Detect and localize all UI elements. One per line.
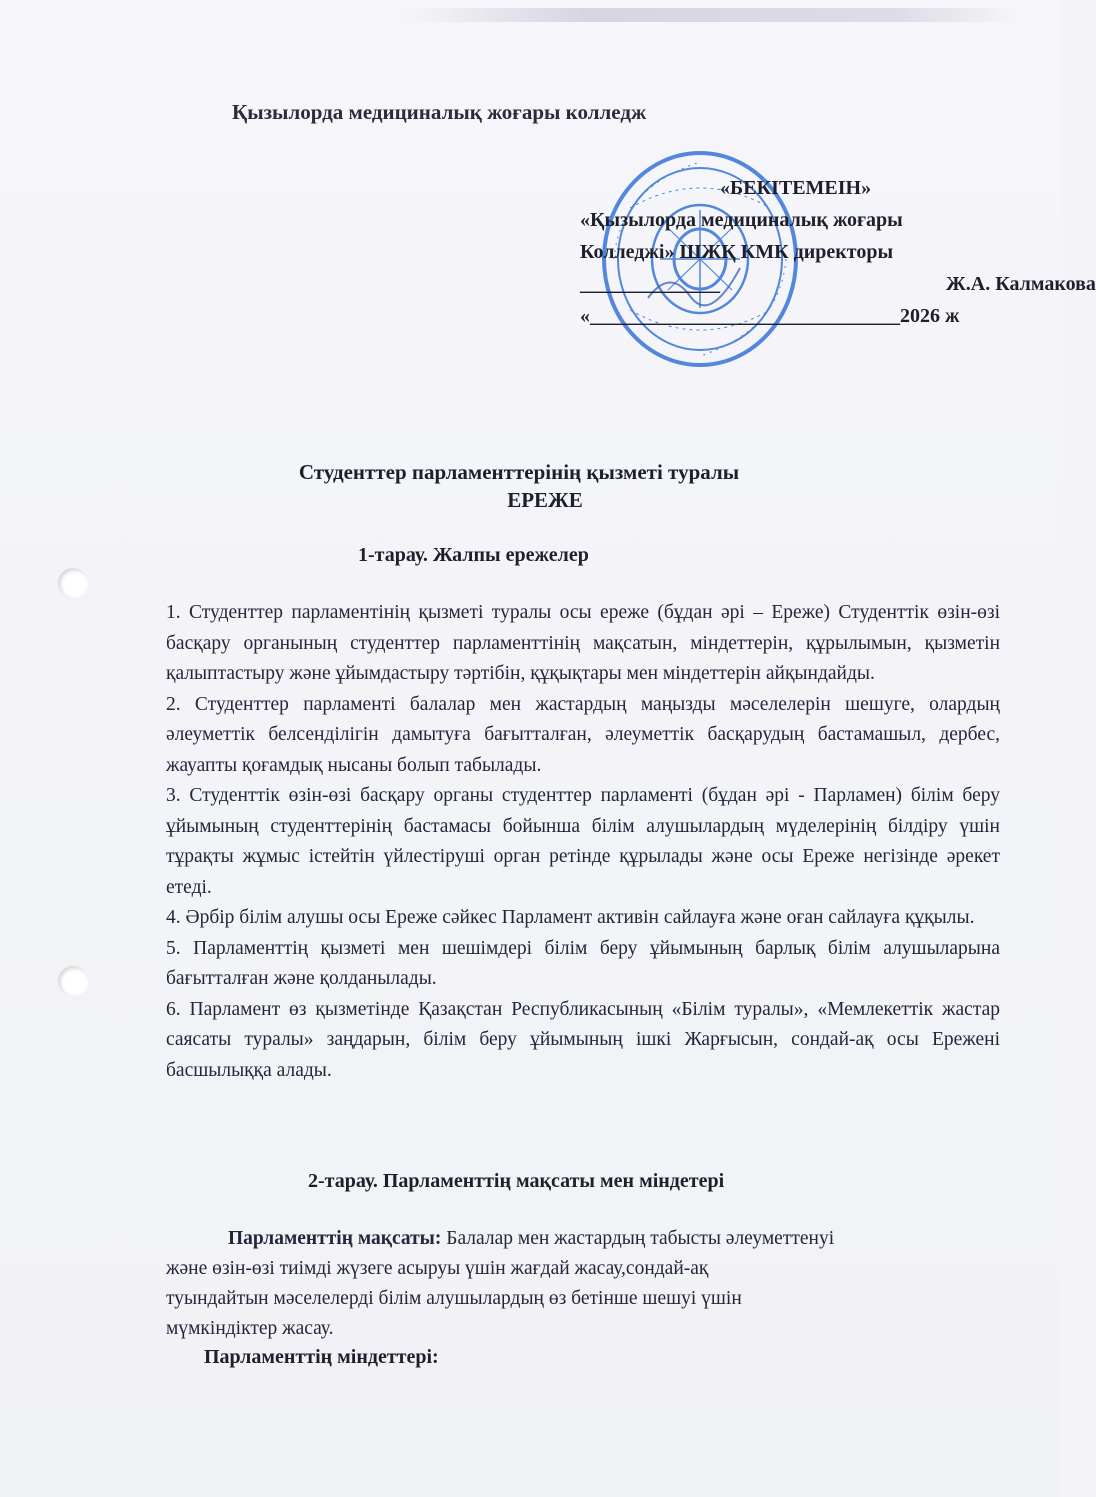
scan-artifact <box>400 8 1020 22</box>
section-1-body <box>166 598 1000 1086</box>
college-name: Қызылорда медициналық жоғары колледж <box>232 100 647 124</box>
section-2-heading: 2-тарау. Парламенттің мақсаты мен міндетері <box>308 1170 725 1192</box>
goal-line-4: мүмкіндіктер жасау. <box>166 1318 334 1339</box>
document-title: Студенттер парламенттерінің қызметі туралы <box>298 460 740 484</box>
punch-hole-top <box>58 568 88 598</box>
date-year: 2026 ж <box>900 305 960 327</box>
approval-block <box>580 172 1096 332</box>
paragraph-1: 1. Студенттер парламентінің қызметі туралы осы ереже (бұдан әрі – Ереже) Студенттік өзін-өзі басқару органының студенттер парламенттінің мақсатын, міндеттерін, құрылымын, қызметін қалыптастыру және ұйымдастыру тәртібін, құқықтары мен міндеттерін айқындайды. <box>166 602 1000 684</box>
goal-label: Парламенттің мақсаты: <box>228 1228 442 1249</box>
date-open-quote: « <box>580 305 590 327</box>
goal-text-1: Балалар мен жастардың табысты әлеуметтенуі <box>441 1228 835 1249</box>
document-type: ЕРЕЖЕ <box>507 488 583 512</box>
paragraph-2: 2. Студенттер парламенті балалар мен жастардың маңызды мәселелерін шешуге, олардың әлеуметтік белсенділігін дамытуға бағытталған, әлеуметтік басқарудың бастамашыл, дербес, жауапты қоғамдық нысаны болып табылады. <box>166 693 1000 776</box>
approval-date-line: «_______________________________2026 ж <box>580 305 960 327</box>
approval-org-line: «Қызылорда медициналық жоғары <box>580 209 903 231</box>
approval-position-line: Колледжі» ШЖҚ КМК директоры <box>580 241 894 263</box>
goal-line-1 <box>166 1224 1006 1254</box>
paragraph-6: 6. Парламент өз қызметінде Қазақстан Республикасының «Білім туралы», «Мемлекеттік жастар саясаты туралы» заңдарын, білім беру ұйымының ішкі Жарғысын, сондай-ақ осы Ережені басшылыққа алады. <box>166 998 1000 1081</box>
paragraph-5: 5. Парламенттің қызметі мен шешімдері білім беру ұйымының барлық білім алушыларына бағытталған және қолданылады. <box>166 937 1000 989</box>
tasks-label: Парламенттің міндеттері: <box>204 1346 439 1368</box>
goal-line-3: туындайтын мәселелерді білім алушылардың өз бетінше шешуі үшін <box>166 1288 742 1309</box>
paragraph-3: 3. Студенттік өзін-өзі басқару органы студенттер парламенті (бұдан әрі - Парламен) білім беру ұйымының студенттерінің бастамасы бойынша білім алушылардың мүделерінің білдіру үшін тұрақты жұмыс істейтін үйлестіруші орган ретінде құрылады және осы Ереже негізінде әрекет етеді. <box>166 785 1000 898</box>
goal-line-2: және өзін-өзі тиімді жүзеге асыруы үшін жағдай жасау,сондай-ақ <box>166 1258 709 1279</box>
approval-signature-line: ______________ Ж.А. Калмакова <box>580 273 1096 295</box>
punch-hole-bottom <box>58 966 88 996</box>
director-name: Ж.А. Калмакова <box>946 273 1096 295</box>
approval-heading: «БЕКІТЕМЕІН» <box>720 177 872 199</box>
section-1-heading: 1-тарау. Жалпы ережелер <box>358 544 589 566</box>
paragraph-4: 4. Әрбір білім алушы осы Ереже сәйкес Парламент активін сайлауға және оған сайлауға құқылы. <box>166 907 975 928</box>
goal-block <box>166 1224 1006 1344</box>
